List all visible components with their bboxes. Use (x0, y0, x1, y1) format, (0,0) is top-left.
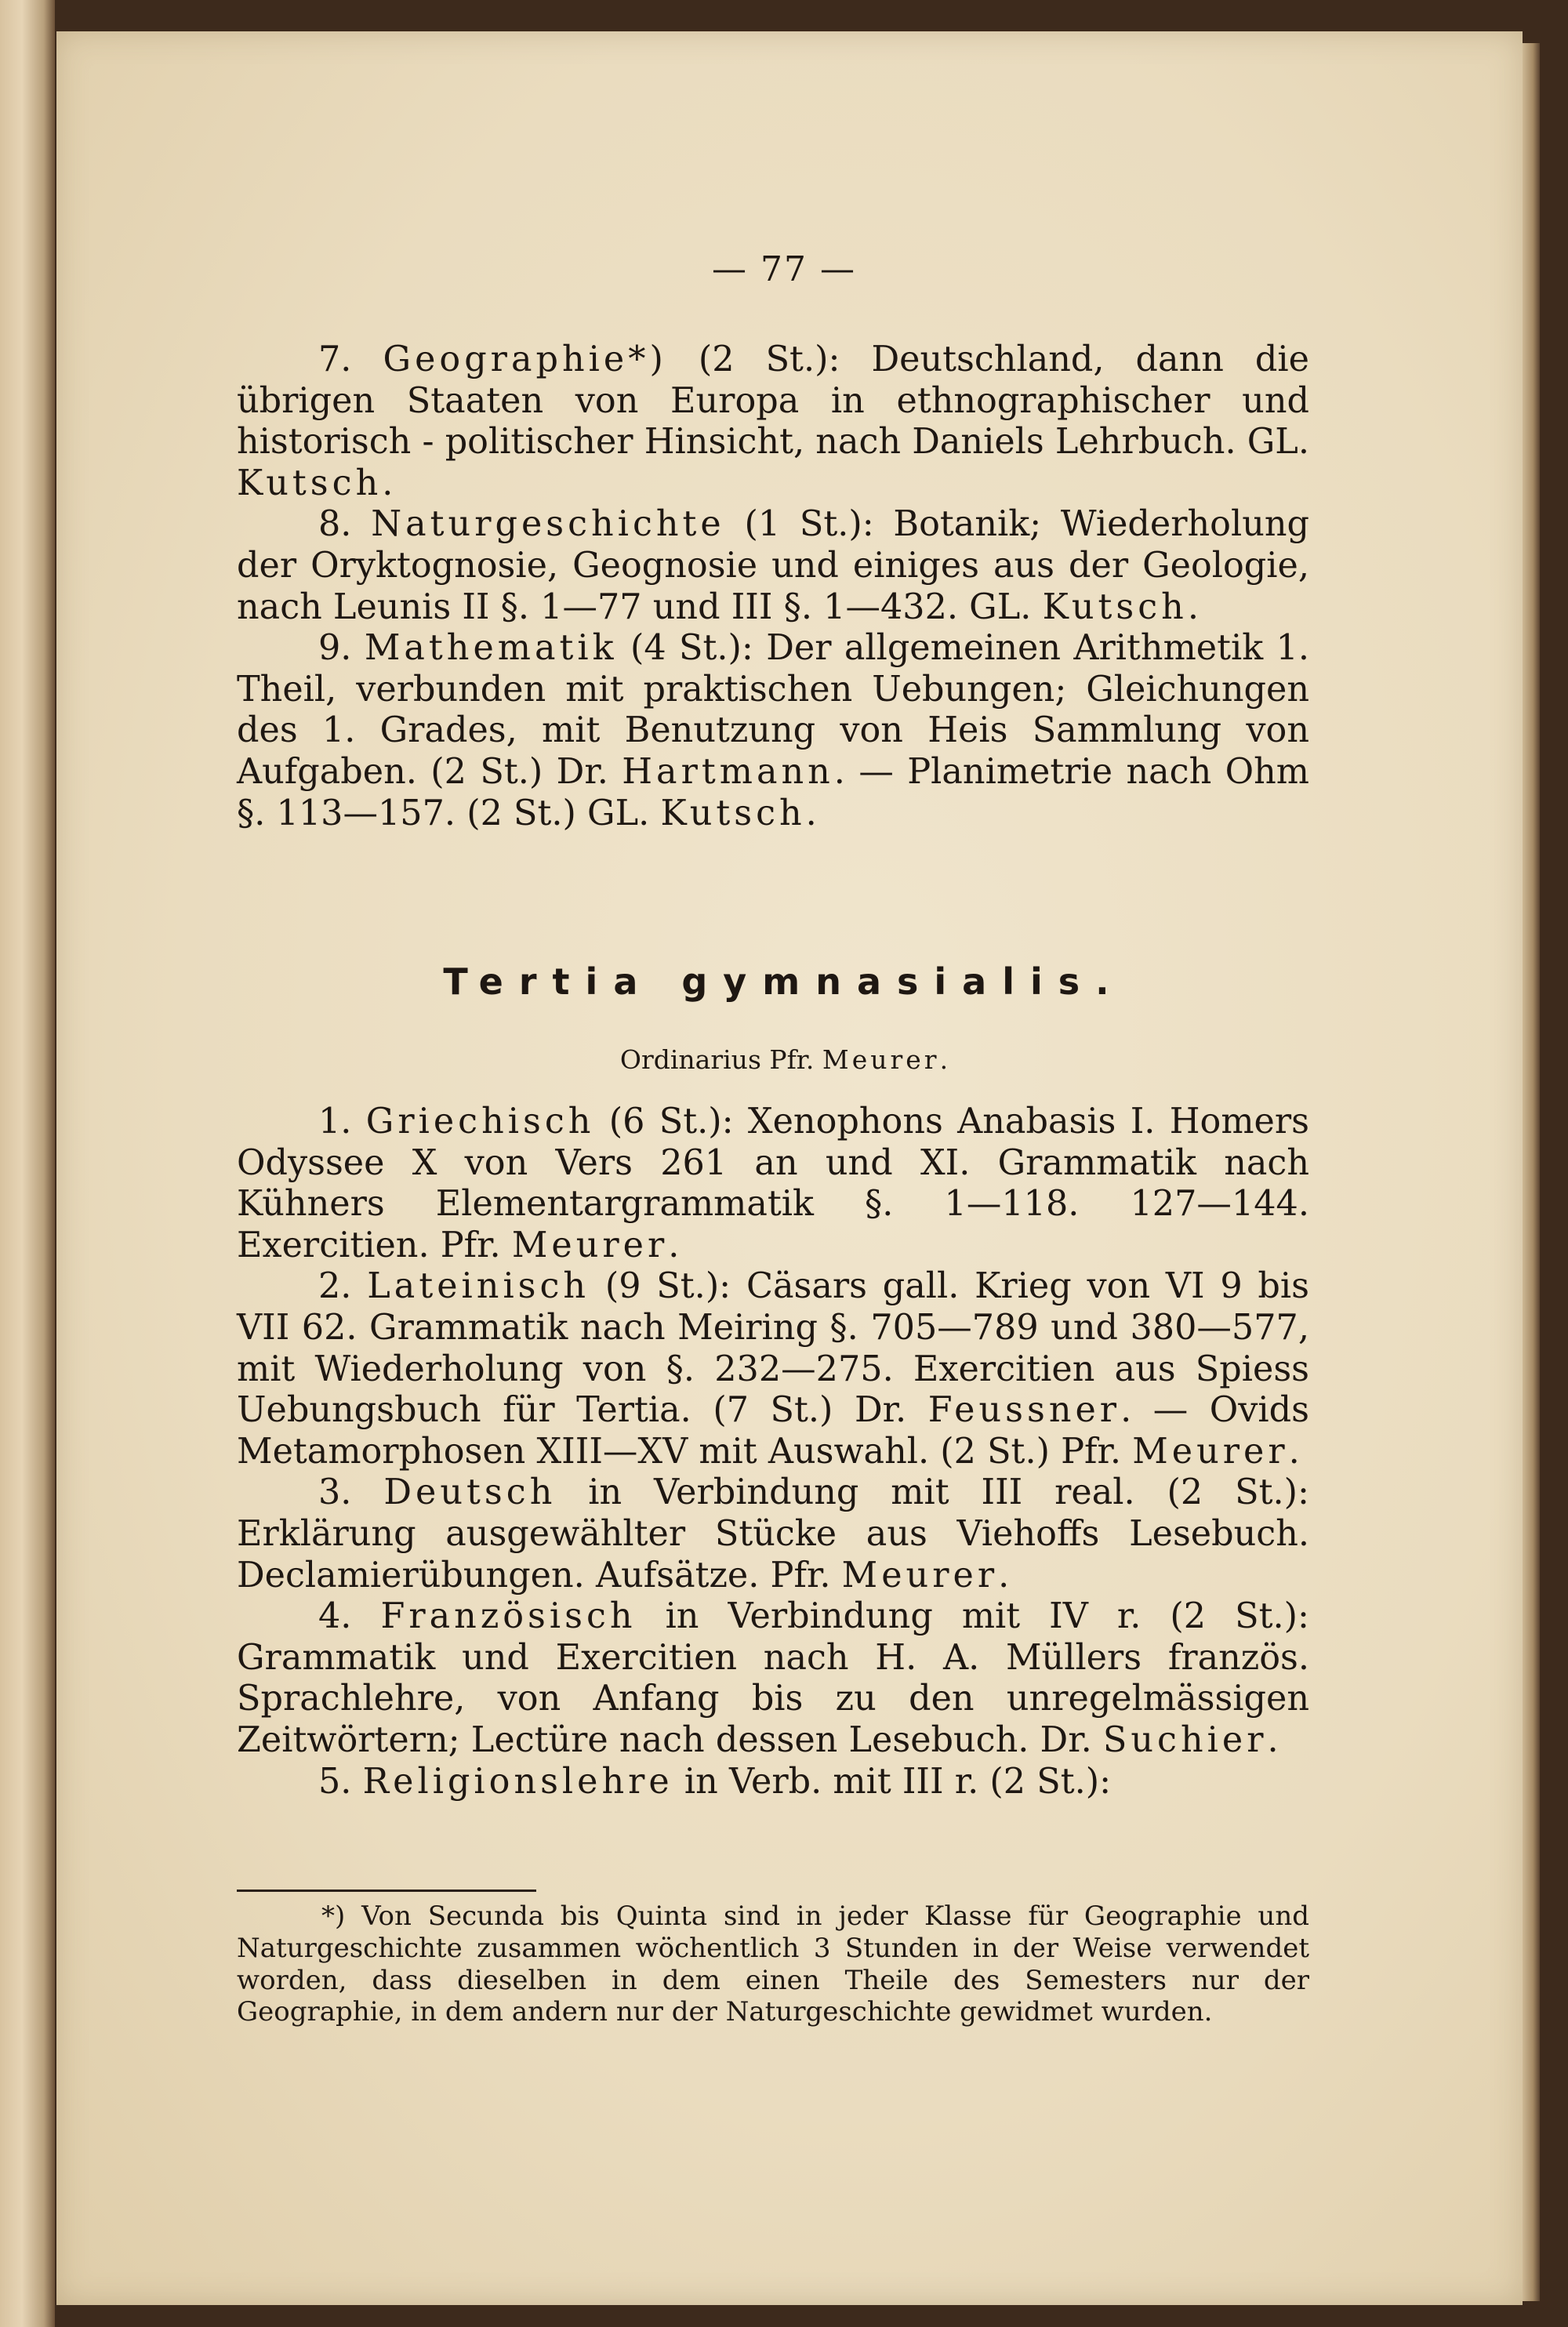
teacher-name: Hartmann (622, 751, 834, 792)
subject-entry: 3. Deutsch in Verbindung mit III real. (2 St.): Erklärung ausgewählter Stücke aus Viehoffs Lesebuch. Declamierübungen. Aufsätze. Pfr. Meurer. (237, 1472, 1309, 1596)
ordinarius-line: Ordinarius Pfr. Meurer. (619, 1044, 949, 1075)
curriculum-section-tertia (237, 1102, 1309, 1802)
class-heading: Tertia gymnasialis. (443, 960, 1125, 1003)
subject-title: Geographie*) (383, 339, 667, 379)
page-number: — 77 — (712, 249, 856, 289)
footnote-text: *) Von Secunda bis Quinta sind in jeder Klasse für Geographie und Naturgeschichte zusammen wöchentlich 3 Stunden in der Weise verwendet worden, dass dieselben in dem einen Theile des Semesters nur der Geographie, in dem andern nur der Naturgeschichte gewidmet wurden. (237, 1900, 1309, 2028)
facing-page-edge (0, 0, 55, 2327)
subject-entry: 8. Naturgeschichte (1 St.): Botanik; Wiederholung der Oryktognosie, Geognosie und einiges aus der Geologie, nach Leunis II §. 1—77 und III §. 1—432. GL. Kutsch. (237, 504, 1309, 627)
teacher-name: Kutsch (660, 793, 806, 833)
teacher-name: Feussner (927, 1390, 1121, 1431)
subject-entry: 4. Französisch in Verbindung mit IV r. (2 St.): Grammatik und Exercitien nach H. A. Müllers französ. Sprachlehre, von Anfang bis zu den unregelmässigen Zeitwörtern; Lectüre nach dessen Lesebuch. Dr. Suchier. (237, 1596, 1309, 1760)
subject-entry: 9. Mathematik (4 St.): Der allgemeinen Arithmetik 1. Theil, verbunden mit praktischen Uebungen; Gleichungen des 1. Grades, mit Benutzung von Heis Sammlung von Aufgaben. (2 St.) Dr. Hartmann. — Planimetrie nach Ohm §. 113—157. (2 St.) GL. Kutsch. (237, 628, 1309, 833)
footnote-rule (237, 1890, 536, 1892)
subject-title: Deutsch (383, 1472, 557, 1513)
subject-entry: 5. Religionslehre in Verb. mit III r. (2 St.): (318, 1761, 1112, 1802)
teacher-name: Meurer (1132, 1431, 1289, 1472)
curriculum-section-upper (237, 339, 1309, 834)
teacher-name: Kutsch (1042, 586, 1188, 627)
subject-title: Griechisch (365, 1102, 595, 1142)
subject-title: Naturgeschichte (371, 504, 725, 545)
subject-entry: 7. Geographie*) (2 St.): Deutschland, dann die übrigen Staaten von Europa in ethnographischer und historisch - politischer Hinsicht, nach Daniels Lehrbuch. GL. Kutsch. (237, 339, 1309, 503)
ordinarius-name: Meurer (822, 1044, 940, 1075)
footnote (237, 1900, 1309, 2028)
subject-entry: 1. Griechisch (6 St.): Xenophons Anabasis I. Homers Odyssee X von Vers 261 an und XI. Grammatik nach Kühners Elementargrammatik §. 1—118. 127—144. Exercitien. Pfr. Meurer. (237, 1102, 1309, 1265)
teacher-name: Meurer (511, 1225, 669, 1265)
subject-title: Französisch (380, 1596, 637, 1637)
teacher-name: Kutsch (237, 463, 383, 503)
teacher-name: Suchier (1102, 1719, 1268, 1760)
page-stack-edge (1523, 43, 1540, 2301)
subject-title: Mathematik (364, 628, 618, 669)
subject-title: Religionslehre (362, 1761, 673, 1802)
subject-entry: 2. Lateinisch (9 St.): Cäsars gall. Krieg von VI 9 bis VII 62. Grammatik nach Meiring §. 705—789 und 380—577, mit Wiederholung von §. 232—275. Exercitien aus Spiess Uebungsbuch für Tertia. (7 St.) Dr. Feussner. — Ovids Metamorphosen XIII—XV mit Auswahl. (2 St.) Pfr. Meurer. (237, 1266, 1309, 1472)
subject-title: Lateinisch (367, 1266, 590, 1307)
teacher-name: Meurer (841, 1555, 999, 1596)
